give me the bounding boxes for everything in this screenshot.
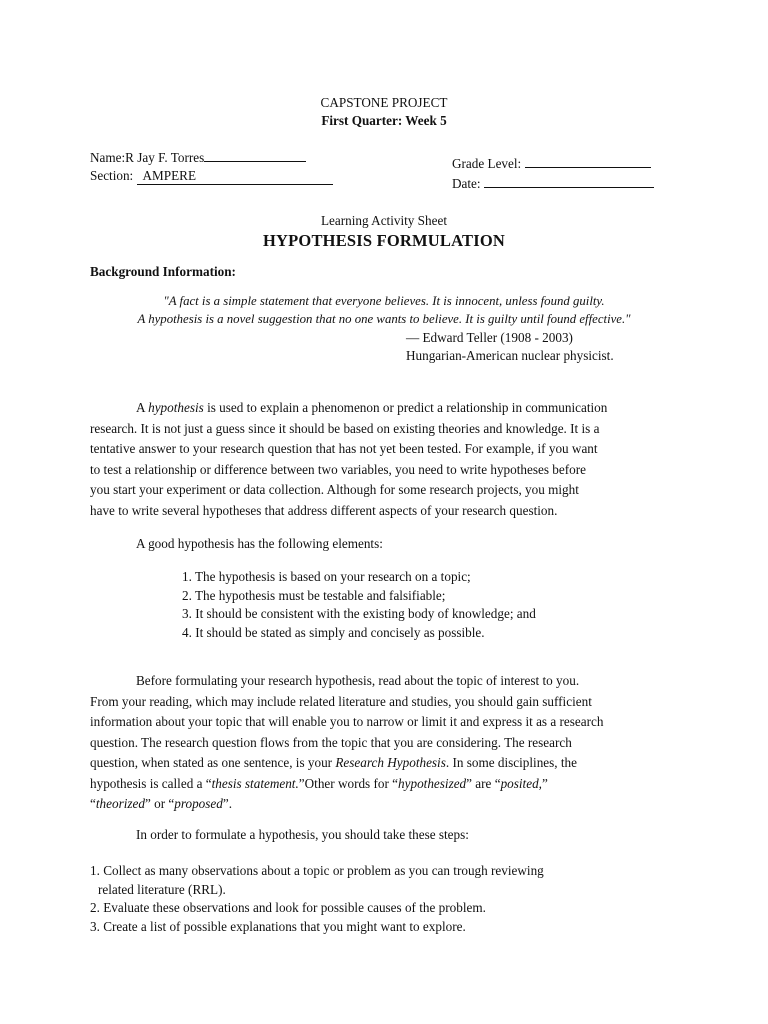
list-item: 1. The hypothesis is based on your research on a topic;	[182, 569, 471, 584]
section-field	[90, 168, 333, 185]
para2-text: . In some disciplines, the	[445, 755, 577, 770]
para2-line	[90, 753, 690, 774]
para2-emphasis: Research Hypothesis	[335, 755, 446, 770]
para1-line: tentative answer to your research question that has not yet been tested. For example, if you want	[90, 441, 598, 456]
section-label: Section:	[90, 168, 134, 183]
sheet-title: HYPOTHESIS FORMULATION	[263, 231, 505, 250]
list-item: 3. Create a list of possible explanations that you might want to explore.	[90, 918, 466, 934]
date-label: Date:	[452, 176, 481, 191]
para1-line	[90, 398, 690, 419]
grade-level-label: Grade Level:	[452, 156, 522, 171]
name-underline	[204, 149, 306, 162]
para1-text: A	[136, 400, 149, 415]
para1-emphasis: hypothesis	[148, 400, 204, 415]
para2-line: information about your topic that will enable you to narrow or limit it and express it as a research	[90, 714, 604, 729]
grade-level-underline	[525, 155, 651, 168]
list-item: 2. The hypothesis must be testable and falsifiable;	[182, 587, 446, 603]
background-heading: Background Information:	[90, 264, 236, 279]
section-value: AMPERE	[137, 168, 333, 185]
para2-line: From your reading, which may include related literature and studies, you should gain sufficient	[90, 693, 592, 709]
para2-text: ” or “	[144, 796, 175, 811]
para1-line: have to write several hypotheses that address different aspects of your research question.	[90, 502, 558, 518]
elements-list	[182, 568, 536, 642]
para2-emphasis: hypothesized	[398, 775, 467, 791]
steps-list	[90, 862, 544, 936]
para2-emphasis: thesis statement.	[211, 775, 299, 791]
quote-line-1: "A fact is a simple statement that everyone believes. It is innocent, unless found guilty.	[163, 294, 605, 308]
para2-line	[90, 794, 690, 815]
sheet-kicker: Learning Activity Sheet	[321, 213, 447, 228]
para2-text: “	[90, 796, 96, 811]
document-subtitle: First Quarter: Week 5	[321, 113, 447, 128]
paragraph-formulating	[90, 671, 690, 815]
para2-text: ” are “	[466, 775, 501, 791]
para2-emphasis: posited,	[500, 775, 542, 791]
para2-text: question, when stated as one sentence, is your	[90, 755, 336, 770]
list-item: 4. It should be stated as simply and concisely as possible.	[182, 624, 485, 640]
quote-line-2: A hypothesis is a novel suggestion that no one wants to believe. It is guilty until found effective."	[137, 312, 631, 326]
list-item-continuation: related literature (RRL).	[98, 881, 226, 897]
name-field	[90, 149, 306, 166]
grade-level-field	[452, 155, 651, 172]
para1-text: is used to explain a phenomenon or predict a relationship in communication	[203, 400, 608, 415]
para1-line: you start your experiment or data collection. Although for some research projects, you might	[90, 482, 579, 497]
name-value: R Jay F. Torres	[125, 150, 205, 165]
para2-text: hypothesis is called a “	[90, 775, 212, 791]
elements-intro: A good hypothesis has the following elements:	[136, 536, 383, 551]
para1-line: research. It is not just a guess since it should be based on existing theories and knowledge. It is a	[90, 420, 600, 436]
para2-emphasis: theorized	[95, 796, 145, 811]
para1-line: to test a relationship or difference between two variables, you need to write hypotheses before	[90, 461, 586, 477]
list-item: 3. It should be consistent with the existing body of knowledge; and	[182, 606, 536, 621]
paragraph-hypothesis-definition	[90, 398, 690, 521]
para2-text: ”	[541, 775, 548, 791]
para2-text: ”Other words for “	[298, 775, 399, 791]
para2-line: Before formulating your research hypothesis, read about the topic of interest to you.	[136, 673, 580, 688]
date-underline	[484, 175, 654, 188]
quote-attribution-name: — Edward Teller (1908 - 2003)	[406, 330, 573, 345]
name-label: Name:	[90, 150, 126, 165]
list-item: 2. Evaluate these observations and look for possible causes of the problem.	[90, 900, 486, 915]
document-title: CAPSTONE PROJECT	[320, 95, 448, 110]
date-field	[452, 175, 654, 192]
list-item: 1. Collect as many observations about a topic or problem as you can trough reviewing	[90, 863, 544, 878]
steps-intro: In order to formulate a hypothesis, you should take these steps:	[136, 827, 469, 842]
para2-emphasis: proposed	[174, 796, 223, 811]
para2-line: question. The research question flows from the topic that you are considering. The research	[90, 734, 572, 750]
quote-attribution-role: Hungarian-American nuclear physicist.	[406, 348, 614, 363]
para2-line	[90, 774, 690, 795]
para2-text: ”.	[222, 796, 233, 811]
